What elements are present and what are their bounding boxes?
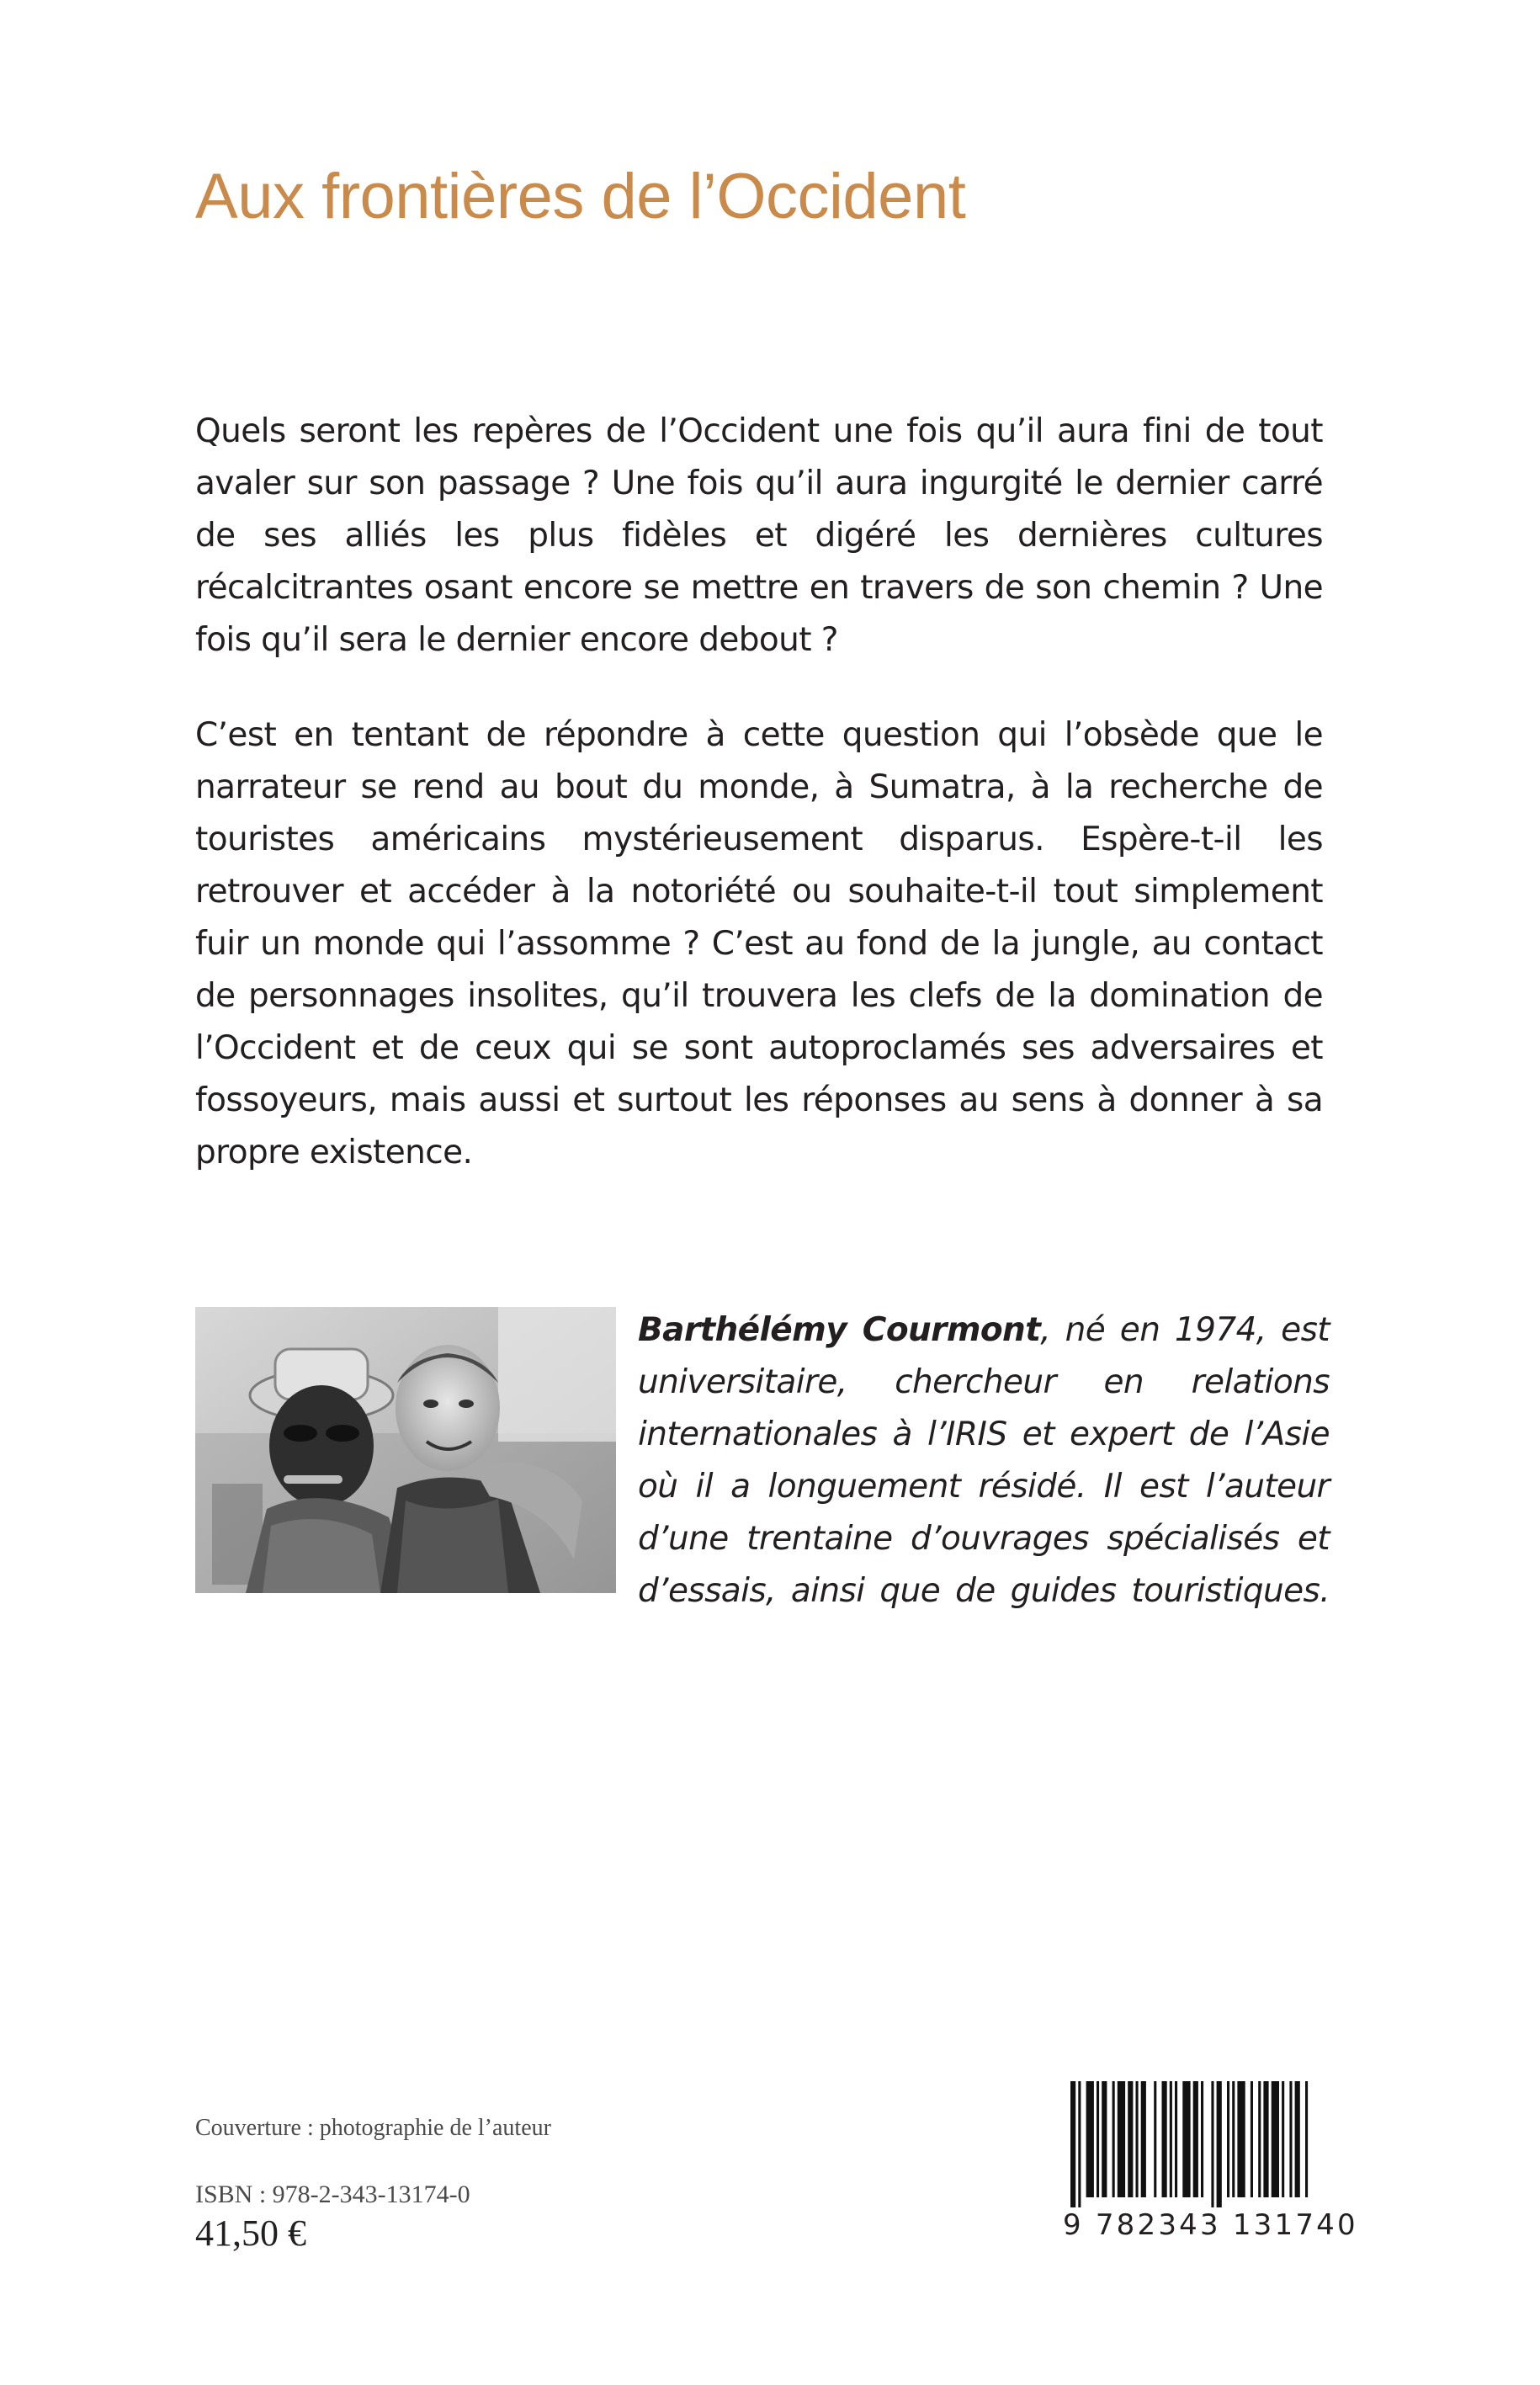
barcode-bar	[1141, 2081, 1146, 2197]
barcode-bar	[1113, 2081, 1115, 2197]
barcode-bar	[1201, 2081, 1203, 2197]
barcode-bar	[1102, 2081, 1107, 2197]
barcode-bar	[1175, 2081, 1177, 2197]
price: 41,50 €	[195, 2212, 306, 2254]
barcode-bar	[1272, 2081, 1279, 2197]
barcode-bar	[1237, 2081, 1245, 2197]
barcode-bar	[1118, 2081, 1125, 2197]
barcode-bar	[1263, 2081, 1268, 2197]
cover-credits: Couverture : photographie de l’auteur	[195, 2115, 551, 2141]
barcode-bar	[1162, 2081, 1167, 2197]
barcode-bar	[1154, 2081, 1156, 2197]
barcode-bar	[1295, 2081, 1300, 2197]
barcode-bar	[1217, 2081, 1222, 2207]
book-title: Aux frontières de l’Occident	[195, 161, 966, 232]
barcode-bar	[1070, 2081, 1075, 2207]
barcode-bar	[1227, 2081, 1229, 2197]
author-bio-text: , né en 1974, est universitaire, chercheur en relations internationales à l’IRIS et expert de l’Asie où il a longuement résidé. Il est l’auteur d’une trentaine d’ouvrages spécialisés et d’essais, ainsi que de guides touristiques.	[638, 1311, 1330, 1610]
barcode-bar	[1170, 2081, 1172, 2197]
barcode-bar	[1136, 2081, 1139, 2197]
barcode-bar	[1211, 2081, 1213, 2207]
barcode-bar	[1193, 2081, 1198, 2197]
author-name: Barthélémy Courmont	[638, 1311, 1041, 1349]
summary-paragraph-1: Quels seront les repères de l’Occident une fois qu’il aura fini de tout avaler sur son passage ? Une fois qu’il aura ingurgité le dernier carré de ses alliés les plus fidèles et digéré les dernières cultures récalcitrantes osant encore se mettre en travers de son chemin ? Une fois qu’il sera le dernier encore debout ?	[195, 412, 1323, 659]
barcode-bar	[1251, 2081, 1253, 2197]
barcode-bar	[1078, 2081, 1081, 2207]
barcode-bar	[1282, 2081, 1284, 2197]
barcode-bar	[1305, 2081, 1308, 2197]
isbn: ISBN : 978-2-343-13174-0	[195, 2180, 470, 2208]
author-bio	[638, 1304, 1330, 1617]
barcode-bar	[1232, 2081, 1235, 2197]
author-photo	[195, 1307, 616, 1593]
barcode-bar	[1097, 2081, 1099, 2197]
barcode-bar	[1289, 2081, 1292, 2197]
barcode-bar	[1086, 2081, 1094, 2197]
summary-paragraph-2: C’est en tentant de répondre à cette question qui l’obsède que le narrateur se rend au bout du monde, à Sumatra, à la recherche de touristes américains mystérieusement disparus. Espère-t-il les retrouver et accéder à la notoriété ou souhaite-t-il tout simplement fuir un monde qui l’assomme ? C’est au fond de la jungle, au contact de personnages insolites, qu’il trouvera les clefs de la domination de l’Occident et de ceux qui se sont autoproclamés ses adversaires et fossoyeurs, mais aussi et surtout les réponses au sens à donner à sa propre existence.	[195, 716, 1323, 1171]
barcode-bar	[1182, 2081, 1190, 2197]
barcode-bar	[1258, 2081, 1261, 2197]
barcode-bar	[1128, 2081, 1133, 2197]
barcode-number: 9 782343 131740	[1063, 2208, 1358, 2242]
